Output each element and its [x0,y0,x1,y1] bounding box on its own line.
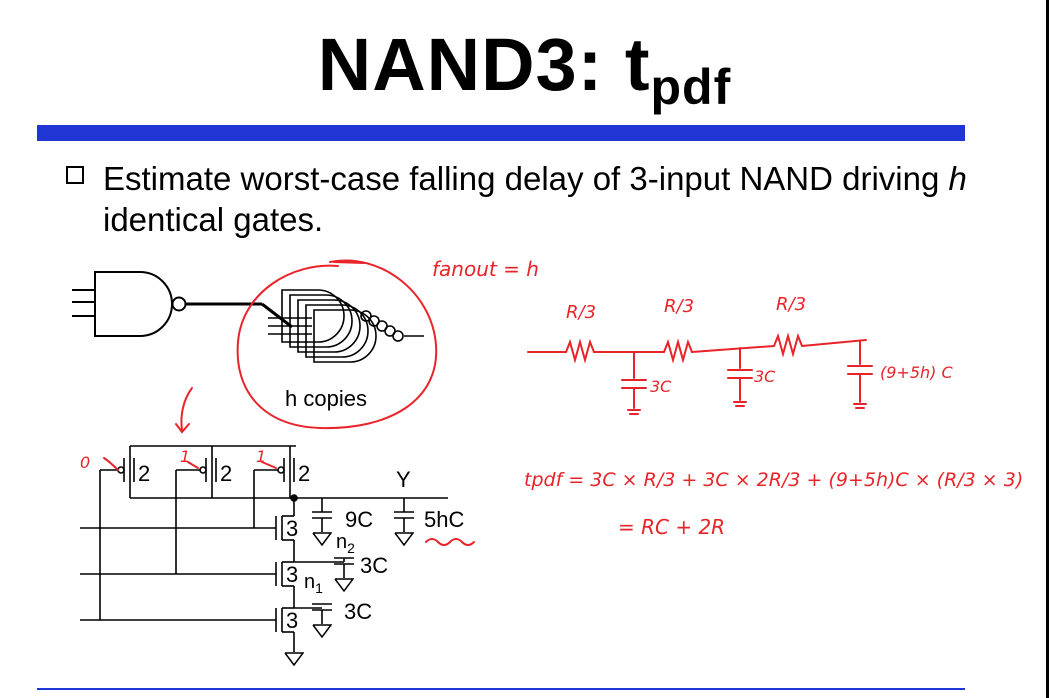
node-n2-label: $n_2$ [336,531,355,556]
equation-line-2: = RC + 2R [618,515,726,539]
nmos-width-2: 3 [286,562,299,587]
cap-label-5hc: 5hC [424,507,465,532]
pmos-width-3: 2 [298,461,311,486]
pmos-mark-1: 0 [80,453,91,472]
nand-gate-symbol [72,272,262,336]
r1-label: R/3 [566,302,597,323]
pmos-width-2: 2 [220,461,233,486]
cap-label-9c: 9C [345,507,374,532]
title-main: NAND3: t [317,23,651,106]
output-label-y: Y [396,467,411,492]
pmos-width-1: 2 [138,461,151,486]
bullet-var-h: h [948,160,967,197]
cap-label-n1-3c: 3C [344,599,373,624]
nmos-width-1: 3 [286,608,299,633]
title-subscript: pdf [650,59,732,115]
bullet-text-before: Estimate worst-case falling delay of 3-input NAND driving [103,160,949,197]
c3-label: (9+5h) C [880,363,953,382]
r2-label: R/3 [664,296,695,317]
handwritten-labels [80,257,1023,539]
c2-label: 3C [754,367,776,386]
h-copies-label: h copies [285,386,367,411]
bullet-text-after: identical gates. [103,201,324,238]
transistor-schematic [80,446,448,652]
nmos-width-3: 3 [286,516,299,541]
equation-line-1: tpdf = 3C × R/3 + 3C × 2R/3 + (9+5h)C × (R/3 × 3) [524,469,1024,491]
cap-label-n2-3c: 3C [360,553,389,578]
r3-label: R/3 [776,294,807,315]
fanout-gate-copies [262,290,424,362]
fanout-note: fanout = h [432,257,539,281]
pmos-mark-3: 1 [256,447,267,466]
pmos-mark-2: 1 [180,447,191,466]
node-n1-label: $n_1$ [304,571,323,596]
c1-label: 3C [650,377,672,396]
footer-rule [37,688,965,690]
